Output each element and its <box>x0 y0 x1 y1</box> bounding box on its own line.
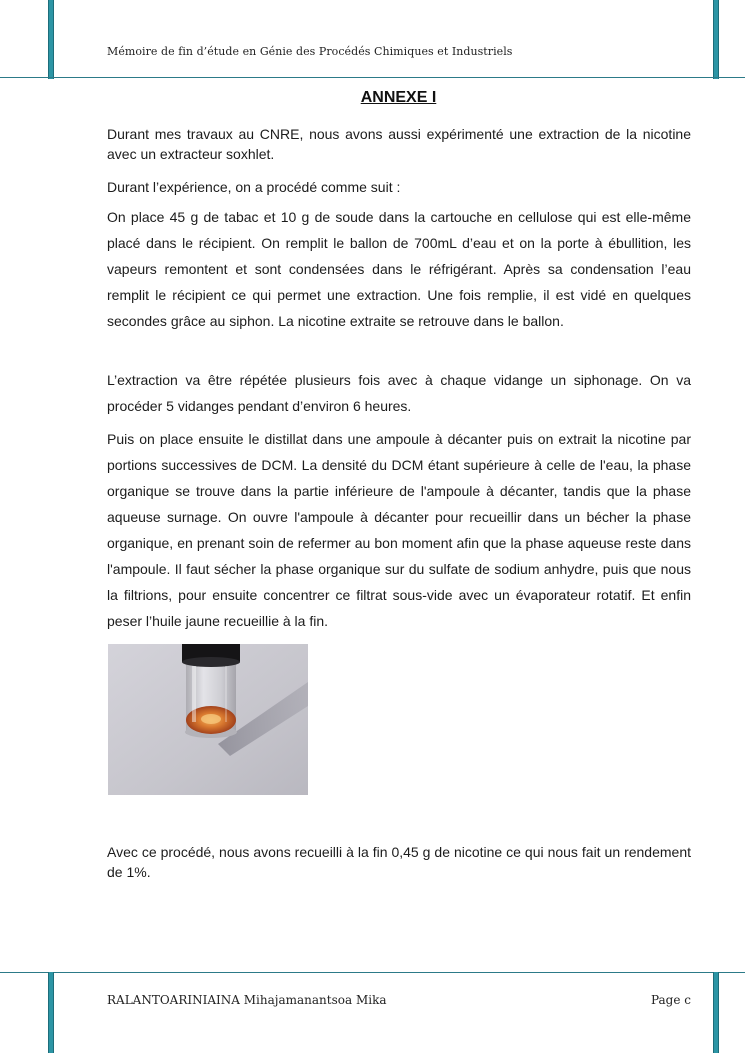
footer-right-bar <box>713 972 719 1053</box>
footer-left-bar <box>48 972 54 1053</box>
paragraph-soxhlet: On place 45 g de tabac et 10 g de soude dans la cartouche en cellulose qui est elle-même placé dans le récipient. On remplit le ballon de 700mL d’eau et on la porte à ébullition, les vapeurs remontent et sont condensées dans le réfrigérant. Après sa condensation l’eau remplit le récipient ce qui permet une extraction. Une fois remplie, il est vidé en quelques secondes grâce au siphon. La nicotine extraite se retrouve dans le ballon. <box>107 209 691 329</box>
running-header: Mémoire de fin d’étude en Génie des Procédés Chimiques et Industriels <box>107 45 513 58</box>
header-left-bar <box>48 0 54 79</box>
paragraph-repetition: L’extraction va être répétée plusieurs fois avec à chaque vidange un siphonage. On va procéder 5 vidanges pendant d’environ 6 heures. <box>107 372 691 414</box>
header-right-bar <box>713 0 719 79</box>
page-number: Page c <box>650 993 691 1007</box>
paragraph-yield: Avec ce procédé, nous avons recueilli à la fin 0,45 g de nicotine ce qui nous fait un rendement de 1%. <box>107 844 691 880</box>
footer-rule <box>0 972 745 973</box>
page-title: ANNEXE I <box>360 89 437 106</box>
paragraph-procedure-lead: Durant l’expérience, on a procédé comme suit : <box>107 179 401 195</box>
paragraph-intro: Durant mes travaux au CNRE, nous avons aussi expérimenté une extraction de la nicotine avec un extracteur soxhlet. <box>107 126 691 162</box>
footer-author: RALANTOARINIAINA Mihajamanantsoa Mika <box>107 993 387 1007</box>
paragraph-decantation: Puis on place ensuite le distillat dans une ampoule à décanter puis on extrait la nicotine par portions successives de DCM. La densité du DCM étant supérieure à celle de l'eau, la phase organique se trouve dans la partie inférieure de l'ampoule à décanter, tandis que la phase aqueuse surnage. On ouvre l'ampoule à décanter pour recueillir dans un bécher la phase organique, en prenant soin de refermer au bon moment afin que la phase aqueuse reste dans l'ampoule. Il faut sécher la phase organique sur du sulfate de sodium anhydre, puis que nous la filtrions, pour ensuite concentrer ce filtrat sous-vide avec un évaporateur rotatif. Et enfin peser l’huile jaune recueillie à la fin. <box>107 431 691 629</box>
header-rule <box>0 77 745 78</box>
nicotine-vial-photo <box>108 644 308 795</box>
